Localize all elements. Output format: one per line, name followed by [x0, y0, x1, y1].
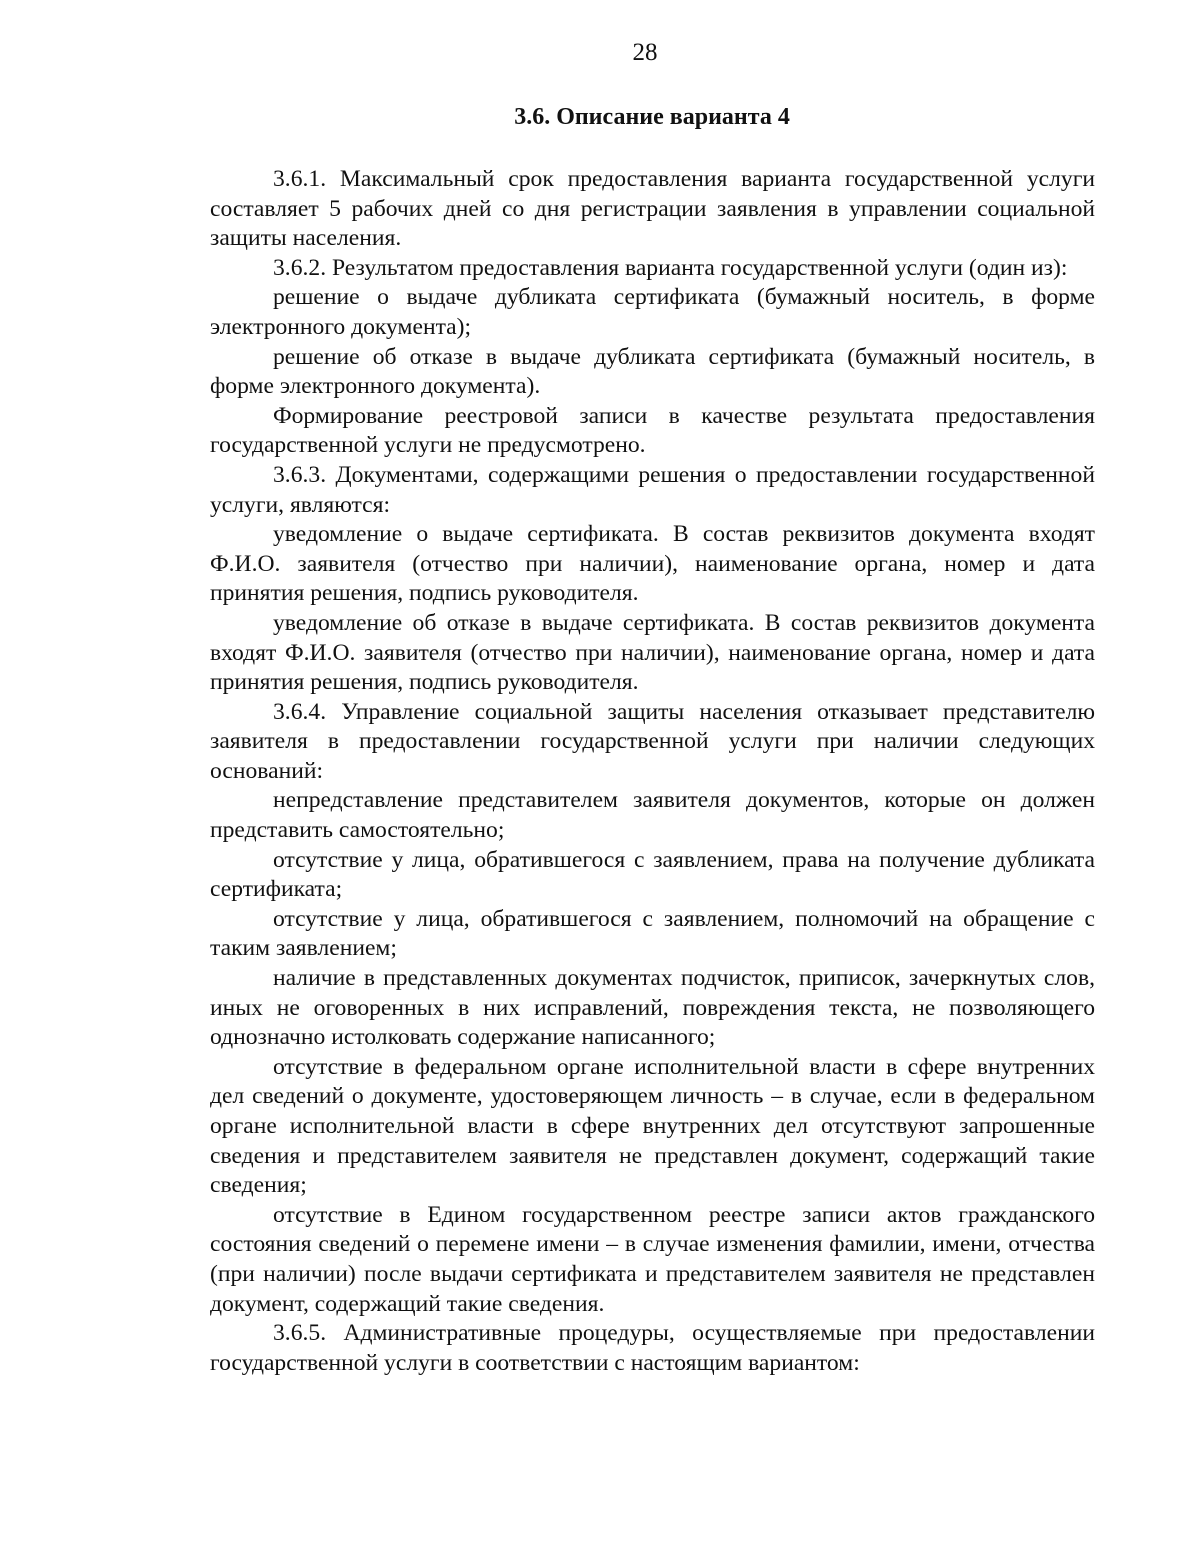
list-item-notice-refusal: уведомление об отказе в выдаче сертификата. В состав реквизитов документа входят Ф.И.О. заявителя (отчество при наличии), наименование органа, номер и дата принятия решения, подпись руководителя.	[210, 609, 1095, 696]
paragraph-registry-record: Формирование реестровой записи в качестве результата предоставления государственной услуги не предусмотрено.	[210, 402, 1095, 459]
paragraph-3-6-5: 3.6.5. Административные процедуры, осуществляемые при предоставлении государственной услуги в соответствии с настоящим вариантом:	[210, 1320, 1095, 1376]
paragraph-3-6-2: 3.6.2. Результатом предоставления варианта государственной услуги (один из):	[273, 254, 1068, 281]
paragraph-3-6-1: 3.6.1. Максимальный срок предоставления варианта государственной услуги составляет 5 рабочих дней со дня регистрации заявления в управлении социальной защиты населения.	[210, 166, 1095, 252]
paragraph-3-6-4: 3.6.4. Управление социальной защиты населения отказывает представителю заявителя в предоставлении государственной услуги при наличии следующих оснований:	[210, 698, 1095, 784]
list-item-ground-no-authority: отсутствие у лица, обратившегося с заявлением, полномочий на обращение с таким заявлением;	[210, 905, 1095, 962]
list-item-ground-identity-document: отсутствие в федеральном органе исполнительной власти в сфере внутренних дел сведений о документе, удостоверяющем личность – в случае, если в федеральном органе исполнительной власти в сфере внутренних дел отсутствуют запрошенные сведения и представителем заявителя не представлен документ, содержащий такие сведения;	[210, 1053, 1095, 1199]
list-item-ground-documents: непредставление представителем заявителя документов, которые он должен представить самостоятельно;	[210, 787, 1095, 844]
list-item-ground-corrections: наличие в представленных документах подчисток, приписок, зачеркнутых слов, иных не оговоренных в них исправлений, повреждения текста, не позволяющего однозначно истолковать содержание написанного;	[210, 965, 1095, 1051]
section-title: 3.6. Описание варианта 4	[514, 104, 790, 130]
list-item-ground-no-right: отсутствие у лица, обратившегося с заявлением, права на получение дубликата сертификата;	[210, 846, 1095, 903]
paragraph-3-6-3: 3.6.3. Документами, содержащими решения о предоставлении государственной услуги, являются:	[210, 461, 1095, 518]
list-item-notice-issue: уведомление о выдаче сертификата. В состав реквизитов документа входят Ф.И.О. заявителя (отчество при наличии), наименование органа, номер и дата принятия решения, подпись руководителя.	[210, 521, 1095, 607]
document-body	[210, 165, 1095, 1378]
page-number: 28	[632, 39, 658, 66]
list-item-decision-issue: решение о выдаче дубликата сертификата (бумажный носитель, в форме электронного документа);	[210, 284, 1095, 340]
list-item-decision-refusal: решение об отказе в выдаче дубликата сертификата (бумажный носитель, в форме электронного документа).	[210, 343, 1095, 400]
list-item-ground-name-change: отсутствие в Едином государственном реестре записи актов гражданского состояния сведений о перемене имени – в случае изменения фамилии, имени, отчества (при наличии) после выдачи сертификата и представителем заявителя не представлен документ, содержащий такие сведения.	[210, 1201, 1095, 1317]
